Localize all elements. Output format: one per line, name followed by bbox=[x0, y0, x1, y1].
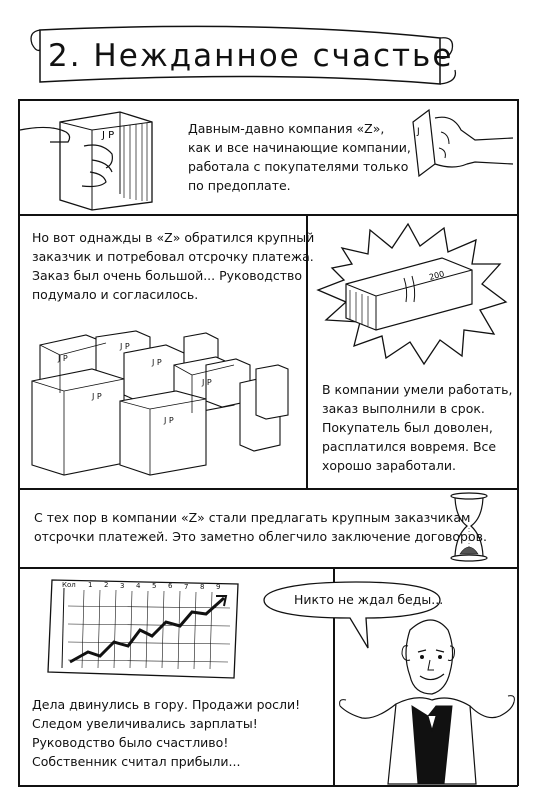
caption-line: как и все начинающие компании, bbox=[188, 140, 411, 155]
chart-label: 9 bbox=[216, 583, 221, 591]
panel-border bbox=[18, 99, 518, 101]
money-stack-explosion-drawing bbox=[312, 218, 512, 368]
caption-line: работала с покупателями только bbox=[188, 159, 409, 174]
page-title: 2. Нежданное счастье bbox=[48, 38, 454, 74]
svg-text:200: 200 bbox=[428, 269, 446, 282]
caption-line: отсрочки платежей. Это заметно облегчило заключение договоров. bbox=[34, 529, 487, 544]
caption-line: С тех пор в компании «Z» стали предлагать крупным заказчикам bbox=[34, 510, 471, 525]
chart-label: Кол bbox=[62, 581, 76, 589]
caption-line: хорошо заработали. bbox=[322, 458, 456, 473]
box-pushing-hands-drawing bbox=[20, 102, 160, 214]
caption-line: Дела двинулись в гору. Продажи росли! bbox=[32, 697, 301, 712]
chart-label: 3 bbox=[120, 582, 125, 590]
chart-label: 6 bbox=[168, 582, 173, 590]
panel2-caption bbox=[32, 228, 314, 304]
svg-text:J P: J P bbox=[102, 130, 115, 141]
svg-text:J P: J P bbox=[58, 354, 68, 363]
caption-line: Руководство было счастливо! bbox=[32, 735, 229, 750]
chart-label: 7 bbox=[184, 583, 189, 591]
chart-label: 8 bbox=[200, 583, 205, 591]
money-hand-drawing bbox=[405, 104, 515, 194]
caption-line: подумало и согласилось. bbox=[32, 287, 199, 302]
panel1-caption bbox=[188, 119, 411, 195]
svg-text:J P: J P bbox=[92, 392, 102, 401]
panel3-caption bbox=[322, 380, 513, 475]
caption-line: расплатился вовремя. Все bbox=[322, 439, 497, 454]
caption-line: Давным-давно компания «Z», bbox=[188, 121, 385, 136]
stacked-boxes-drawing bbox=[26, 325, 296, 480]
caption-line: по предоплате. bbox=[188, 178, 291, 193]
businessman-drawing bbox=[336, 610, 516, 784]
caption-line: заказ выполнили в срок. bbox=[322, 401, 485, 416]
caption-line: Собственник считал прибыли... bbox=[32, 754, 241, 769]
chart-label: 2 bbox=[104, 581, 109, 589]
hourglass-icon bbox=[446, 492, 492, 564]
chart-label: 5 bbox=[152, 582, 157, 590]
panel-border bbox=[18, 488, 518, 490]
caption-line: Заказ был очень большой... Руководство bbox=[32, 268, 303, 283]
chart-label: 4 bbox=[136, 582, 141, 590]
svg-text:J P: J P bbox=[152, 358, 162, 367]
caption-line: В компании умели работать, bbox=[322, 382, 513, 397]
caption-line: заказчик и потребовал отсрочку платежа. bbox=[32, 249, 314, 264]
svg-text:J P: J P bbox=[120, 342, 130, 351]
panel5-caption bbox=[32, 695, 300, 771]
panel-border bbox=[18, 567, 518, 569]
caption-line: Но вот однажды в «Z» обратился крупный bbox=[32, 230, 315, 245]
svg-text:J: J bbox=[417, 127, 420, 137]
chart-label: 1 bbox=[88, 581, 93, 589]
sales-chart-sketch bbox=[48, 574, 248, 682]
caption-line: Покупатель был доволен, bbox=[322, 420, 493, 435]
svg-text:J P: J P bbox=[202, 378, 212, 387]
panel4-caption bbox=[34, 508, 487, 546]
caption-line: Следом увеличивались зарплаты! bbox=[32, 716, 258, 731]
speech-text: Никто не ждал беды... bbox=[294, 592, 444, 607]
svg-text:J P: J P bbox=[164, 416, 174, 425]
panel-border bbox=[18, 785, 518, 787]
panel-border bbox=[18, 214, 518, 216]
panel-border bbox=[517, 99, 519, 786]
